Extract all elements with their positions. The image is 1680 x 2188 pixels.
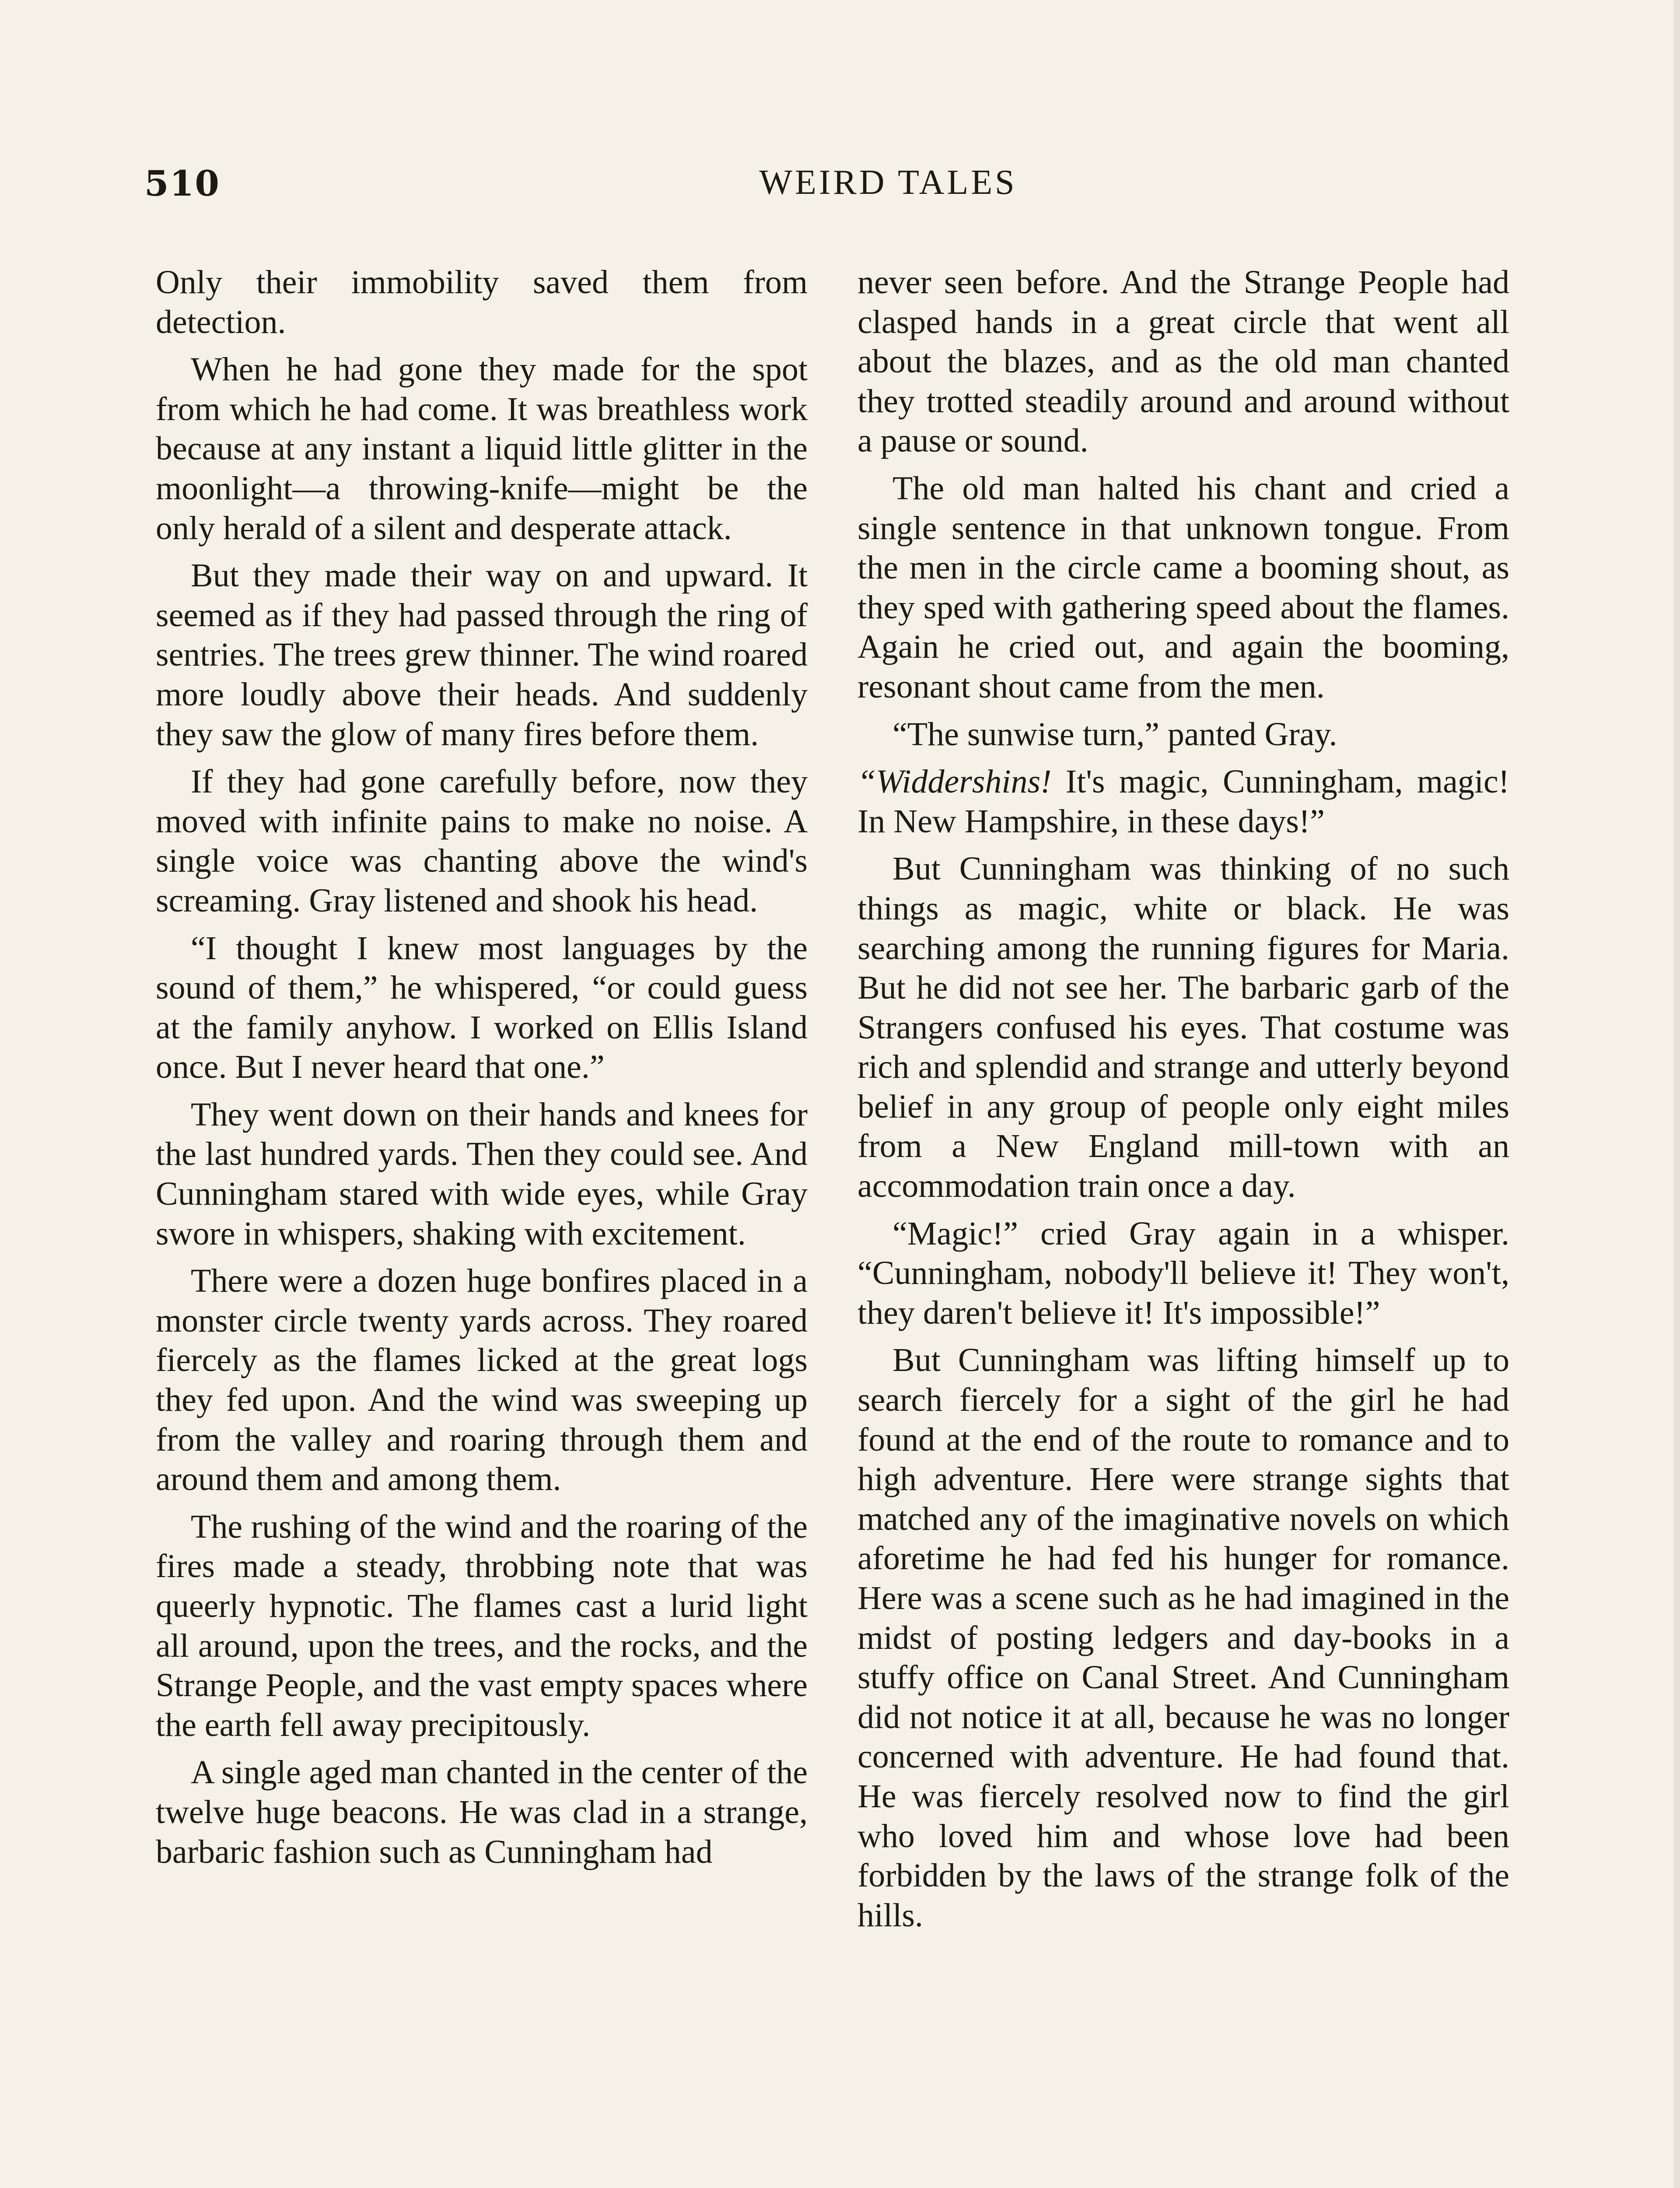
paragraph [858, 762, 1509, 841]
right-column [858, 263, 1509, 1943]
paragraph: But Cunningham was thinking of no such things as magic, white or black. He was searching among the running figures for Maria. But he did not see her. The barbaric garb of the Strangers confused his eyes. That costume was rich and splendid and strange and utterly beyond belief in any group of people only eight miles from a New England mill-town with an accommodation train once a day. [858, 850, 1509, 1205]
paragraph: There were a dozen huge bonfires placed in a monster circle twenty yards across. They roared fiercely as the flames licked at the great logs they fed upon. And the wind was sweeping up from the valley and roaring through them and around them and among them. [156, 1262, 808, 1498]
paragraph: But they made their way on and upward. It seemed as if they had passed through the ring of sentries. The trees grew thinner. The wind roared more loudly above their heads. And suddenly they saw the glow of many fires before them. [156, 557, 808, 753]
paragraph: If they had gone carefully before, now they moved with infinite pains to make no noise. A single voice was chanting above the wind's screaming. Gray listened and shook his head. [156, 763, 808, 919]
paragraph: Only their immobility saved them from detection. [156, 264, 808, 340]
paragraph: But Cunningham was lifting himself up to search fiercely for a sight of the girl he had found at the end of the route to romance and to high adventure. Here were strange sights that matched any of the imaginative novels on which aforetime he had fed his hunger for romance. Here was a scene such as he had imagined in the midst of posting ledgers and day-books in a stuffy office on Canal Street. And Cunningham did not notice it at all, because he was no longer concerned with adventure. He had found that. He was fiercely resolved now to find the girl who loved him and whose love had been forbidden by the laws of the strange folk of the hills. [858, 1342, 1509, 1934]
paragraph-continuation: It's magic, Cunningham, magic! In New Hampshire, in these days!” [858, 763, 1509, 840]
paragraph: They went down on their hands and knees for the last hundred yards. Then they could see. And Cunningham stared with wide eyes, while Gray swore in whispers, shaking with excitement. [156, 1096, 808, 1252]
running-head [144, 163, 1522, 211]
paragraph: “I thought I knew most languages by the sound of them,” he whispered, “or could guess at the family anyhow. I worked on Ellis Island once. But I never heard that one.” [156, 929, 808, 1086]
paragraph: never seen before. And the Strange People had clasped hands in a great circle that went all about the blazes, and as the old man chanted they trotted steadily around and around without a pause or sound. [858, 264, 1509, 459]
paragraph: The old man halted his chant and cried a single sentence in that unknown tongue. From the men in the circle came a booming shout, as they sped with gathering speed about the flames. Again he cried out, and again the booming, resonant shout came from the men. [858, 470, 1509, 705]
paragraph: When he had gone they made for the spot from which he had come. It was breathless work because at any instant a liquid little glitter in the moonlight—a throwing-knife—might be the only herald of a silent and desperate attack. [156, 351, 808, 547]
paragraph: The rushing of the wind and the roaring of the fires made a steady, throbbing note that was queerly hypnotic. The flames cast a lurid light all around, upon the trees, and the rocks, and the Strange People, and the vast empty spaces where the earth fell away precipitously. [156, 1508, 808, 1743]
page-number: 510 [144, 163, 220, 204]
paragraph: A single aged man chanted in the center of the twelve huge beacons. He was clad in a strange, barbaric fashion such as Cunningham had [156, 1754, 808, 1870]
left-column [156, 263, 808, 1879]
italic-phrase: “Widdershins! [858, 763, 1052, 800]
running-title: WEIRD TALES [759, 163, 1017, 202]
paragraph: “Magic!” cried Gray again in a whisper. “Cunningham, nobody'll believe it! They won't, they daren't believe it! It's impossible!” [858, 1215, 1509, 1331]
paragraph: “The sunwise turn,” panted Gray. [892, 715, 1337, 753]
